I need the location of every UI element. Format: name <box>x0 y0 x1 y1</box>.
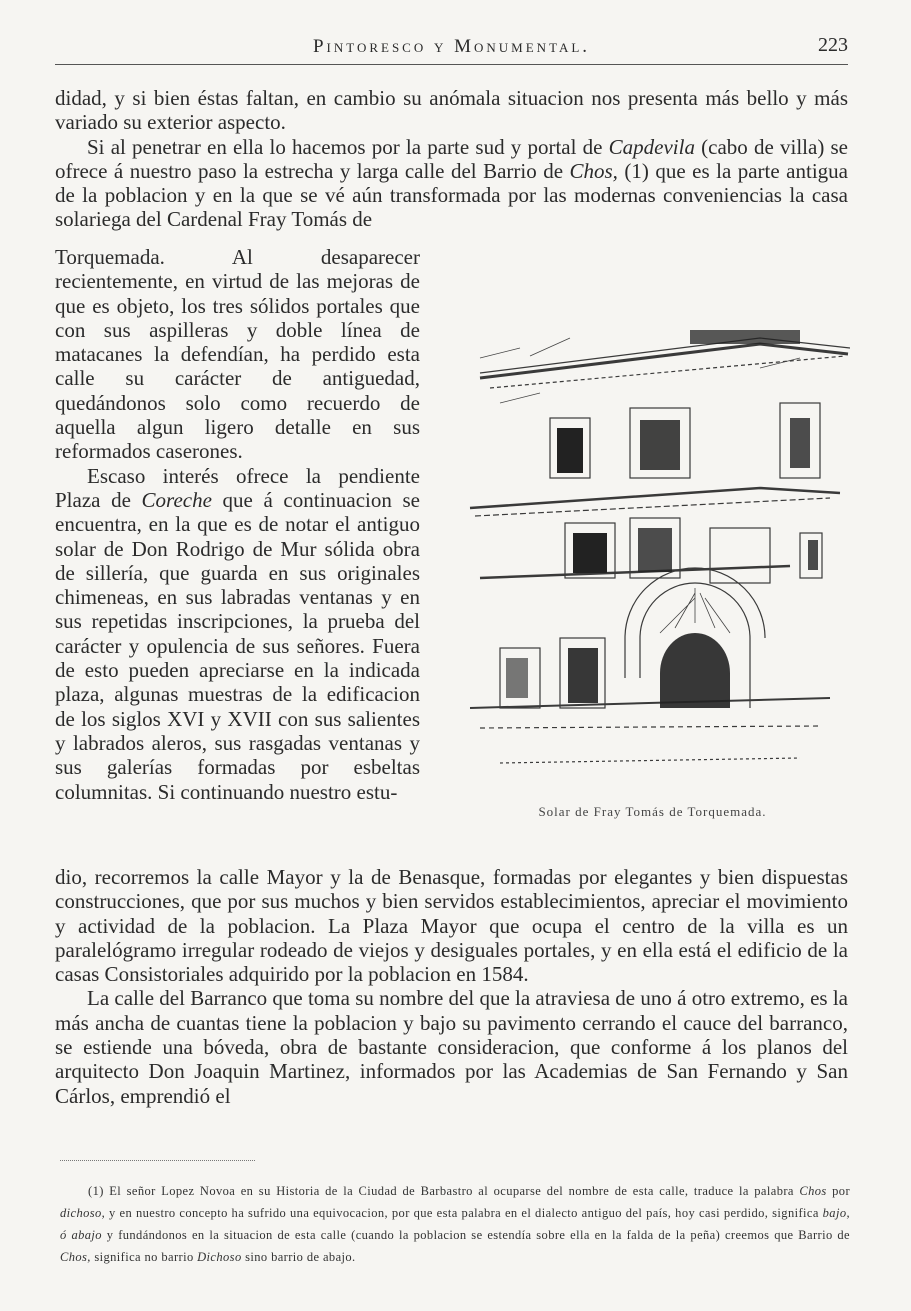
paragraph-capdevila: Si al penetrar en ella lo hacemos por la parte sud y portal de Capdevila (cabo de villa) se ofrece á nuestro paso la estrecha y larga calle del Barrio de Chos, (1) que es la parte antigua de la poblacion y en la que se vé aún transformada por las modernas conveniencias la casa solariega del Cardenal Fray Tomás de <box>55 134 848 232</box>
bottom-text-block <box>55 865 848 1108</box>
paragraph-calle-mayor: dio, recorremos la calle Mayor y la de Benasque, formadas por elegantes y bien dispuestas construcciones, que por sus muchos y bien servidos establecimientos, apreciar el movimiento y actividad de la poblacion. La Plaza Mayor que ocupa el centro de la villa es un paralelógramo irregular rodeado de viejos y desiguales portales, y en ella está el edificio de la casas Consistoriales adquirido por la poblacion en 1584. <box>55 865 848 987</box>
figure-solar-torquemada <box>455 278 850 828</box>
footnote-text: (1) El señor Lopez Novoa en su Historia de la Ciudad de Barbastro al ocuparse del nombre de esta calle, traduce la palabra Chos por dichoso, y en nuestro concepto ha sufrido una equivocacion, por que esta palabra en el dialecto antiguo del país, hoy casi perdido, significa bajo, ó abajo y fundándonos en la situacion de esta calle (cuando la poblacion se estendía sobre ella en la falda de la peña) creemos que Barrio de Chos, significa no barrio Dichoso sino barrio de abajo. <box>60 1184 851 1264</box>
left-column-text <box>55 245 420 804</box>
italic-capdevila: Capdevila <box>608 134 695 159</box>
italic-coreche: Coreche <box>141 487 212 512</box>
paragraph-torquemada: Torquemada. Al desaparecer recientemente, en virtud de las mejoras de que es objeto, los tres sólidos portales que con sus aspilleras y doble línea de matacanes la defendían, ha perdido esta calle su carácter de antiguedad, quedándonos solo como recuerdo de aquella algun ligero detalle en sus reformados caserones. <box>55 245 420 464</box>
footnote <box>60 1180 850 1268</box>
top-text-block <box>55 86 848 232</box>
page-number: 223 <box>818 34 848 56</box>
page-header <box>55 30 848 65</box>
paragraph-continuation: didad, y si bien éstas faltan, en cambio su anómala situacion nos presenta más bello y más variado su exterior aspecto. <box>55 86 848 135</box>
building-illustration <box>460 278 850 788</box>
italic-chos: Chos, <box>569 158 618 183</box>
running-title: Pintoresco y Monumental. <box>312 36 591 57</box>
paragraph-coreche: Escaso interés ofrece la pendiente Plaza de Coreche que á continuacion se encuentra, en la que es de notar el antiguo solar de Don Rodrigo de Mur sólida obra de sillería, que guarda en sus originales chimeneas, en sus labradas ventanas y en sus repetidas inscripciones, la prueba del carácter y opulencia de sus señores. Fuera de esto pueden apreciarse en la indicada plaza, algunas muestras de la edificacion de los siglos XVI y XVII con sus salientes y labrados aleros, sus rasgadas ventanas y sus galerías formadas por esbeltas columnitas. Si continuando nuestro estu- <box>55 463 421 804</box>
footnote-divider <box>60 1160 255 1167</box>
figure-caption: Solar de Fray Tomás de Torquemada. <box>538 804 767 819</box>
paragraph-barranco: La calle del Barranco que toma su nombre del que la atraviesa de uno á otro extremo, es la más ancha de cuantas tiene la poblacion y bajo su pavimento cerrando el cauce del barranco, se estiende una bóveda, obra de bastante consideracion, que conforme á los planos del arquitecto Don Joaquin Martinez, informados por las Academias de San Fernando y San Cárlos, emprendió el <box>55 986 848 1108</box>
